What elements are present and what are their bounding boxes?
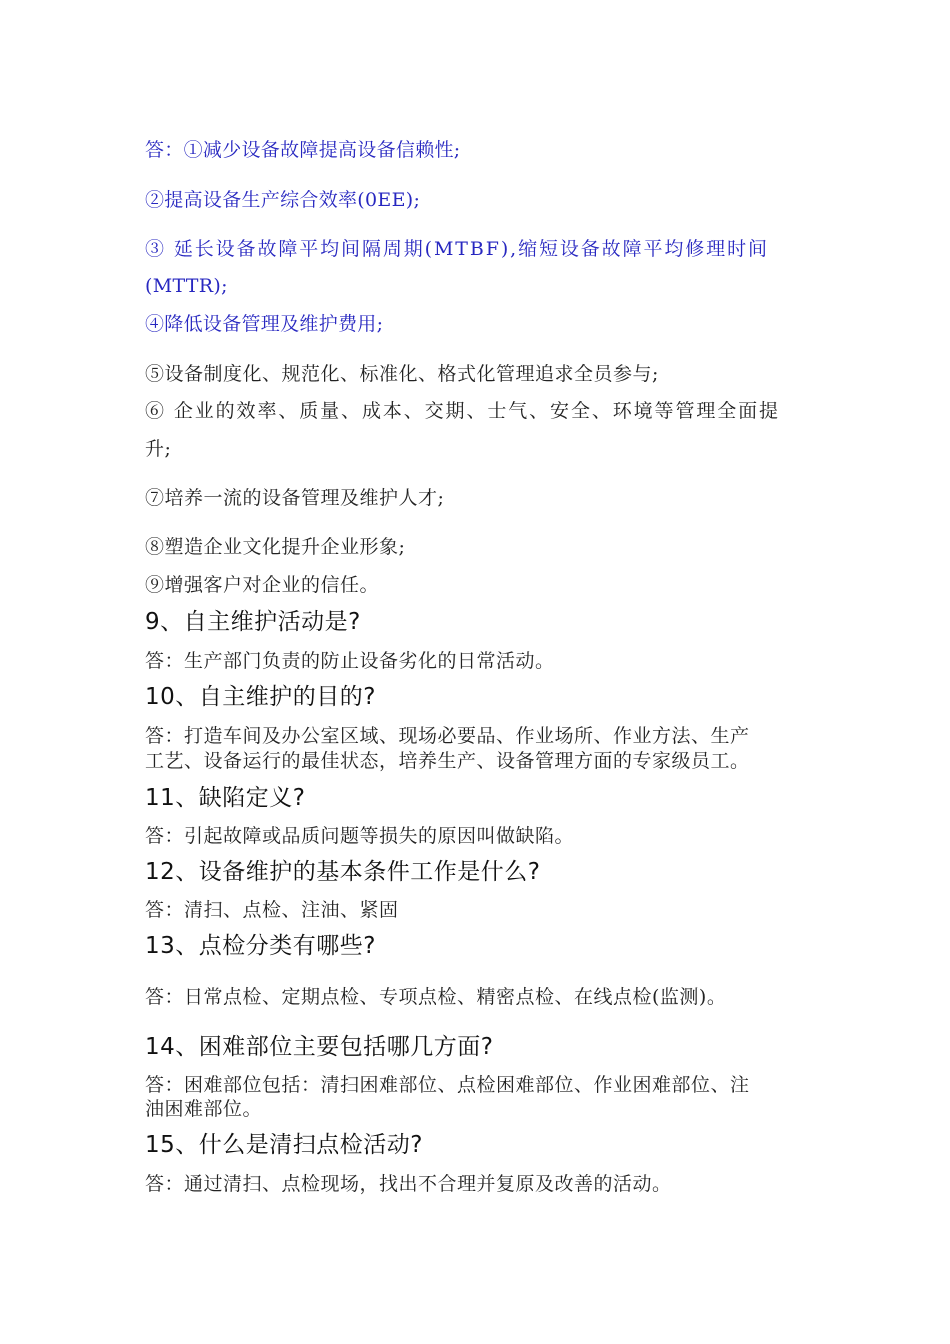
answer-text: 答：打造车间及办公室区域、现场必要品、作业场所、作业方法、生产 [145, 725, 750, 747]
answer-item-2: ②提高设备生产综合效率(0EE); [145, 189, 421, 211]
answer-text: 答：清扫、点检、注油、紧固 [145, 899, 399, 921]
answer-text-cont: 油困难部位。 [145, 1098, 263, 1120]
answer-item-1: 答：①减少设备故障提高设备信赖性; [145, 139, 461, 161]
answer-item-6: ⑥ 企业的效率、质量、成本、交期、士气、安全、环境等管理全面提 [145, 400, 780, 422]
question-heading: 13、点检分类有哪些? [145, 933, 376, 959]
answer-item-5: ⑤设备制度化、规范化、标准化、格式化管理追求全员参与; [145, 363, 659, 385]
question-heading: 11、缺陷定义? [145, 785, 306, 811]
answer-item-3-cont: (MTTR); [145, 275, 228, 297]
answer-text: 答：引起故障或品质问题等损失的原因叫做缺陷。 [145, 825, 575, 847]
answer-text: 答：生产部门负责的防止设备劣化的日常活动。 [145, 650, 555, 672]
answer-item-3: ③ 延长设备故障平均间隔周期(MTBF),缩短设备故障平均修理时间 [145, 238, 769, 260]
answer-text: 答：日常点检、定期点检、专项点检、精密点检、在线点检(监测)。 [145, 986, 727, 1008]
question-heading: 12、设备维护的基本条件工作是什么? [145, 859, 541, 885]
answer-item-4: ④降低设备管理及维护费用; [145, 313, 384, 335]
answer-item-6-cont: 升; [145, 438, 172, 460]
question-heading: 10、自主维护的目的? [145, 684, 376, 710]
answer-item-7: ⑦培养一流的设备管理及维护人才; [145, 487, 445, 509]
question-heading: 15、什么是清扫点检活动? [145, 1132, 423, 1158]
question-heading: 9、自主维护活动是? [145, 609, 361, 635]
answer-item-9: ⑨增强客户对企业的信任。 [145, 574, 380, 596]
question-heading: 14、困难部位主要包括哪几方面? [145, 1034, 494, 1060]
answer-text-cont: 工艺、设备运行的最佳状态，培养生产、设备管理方面的专家级员工。 [145, 750, 750, 772]
answer-item-8: ⑧塑造企业文化提升企业形象; [145, 536, 406, 558]
answer-text: 答：困难部位包括：清扫困难部位、点检困难部位、作业困难部位、注 [145, 1074, 750, 1096]
answer-text: 答：通过清扫、点检现场，找出不合理并复原及改善的活动。 [145, 1173, 672, 1195]
